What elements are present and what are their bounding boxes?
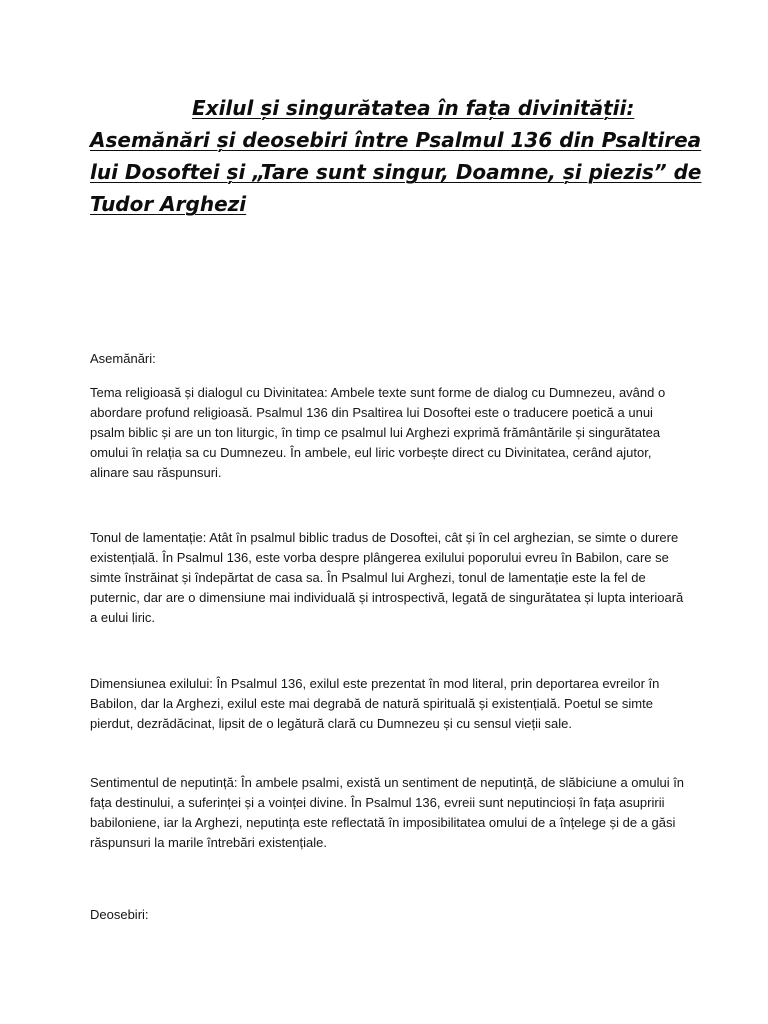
title-line-2: Asemănări și deosebiri între Psalmul 136 din Psaltirea xyxy=(90,128,702,152)
paragraph-tema-religioasa: Tema religioasă și dialogul cu Divinitatea: Ambele texte sunt forme de dialog cu Dumnezeu, având o abordare profund religioasă. Psalmul 136 din Psaltirea lui Dosoftei este o traducere poetică a unui psalm biblic și are un ton liturgic, în timp ce psalmul lui Arghezi exprimă frământările și singurătatea omului în relația sa cu Dumnezeu. În ambele, eul liric vorbește direct cu Divinitatea, cerând ajutor, alinare sau răspunsuri. xyxy=(90,385,666,480)
section-heading-asemanari: Asemănări: xyxy=(90,351,156,366)
paragraph-tonul-de-lamentatie: Tonul de lamentație: Atât în psalmul biblic tradus de Dosoftei, cât și în cel arghezian, se simte o durere existențială. În Psalmul 136, este vorba despre plângerea exilului poporului evreu în Babilon, care se simte înstrăinat și îndepărtat de casa sa. În Psalmul lui Arghezi, tonul de lamentație este la fel de puternic, dar are o dimensiune mai individuală și introspectivă, legată de singurătatea și lupta interioară a eului liric. xyxy=(90,530,684,625)
paragraph-dimensiunea-exilului: Dimensiunea exilului: În Psalmul 136, exilul este prezentat în mod literal, prin deportarea evreilor în Babilon, dar la Arghezi, exilul este mai degrabă de natură spirituală și existențială. Poetul se simte pierdut, dezrădăcinat, lipsit de o legătură clară cu Dumnezeu și cu sensul vieții sale. xyxy=(90,676,660,731)
document-title xyxy=(90,92,702,220)
section-heading-deosebiri: Deosebiri: xyxy=(90,907,149,922)
title-line-4: Tudor Arghezi xyxy=(90,192,247,216)
title-line-3: lui Dosoftei și „Tare sunt singur, Doamne, și piezis” de xyxy=(90,160,702,184)
title-line-1: Exilul și singurătatea în fața divinității: xyxy=(192,96,635,120)
paragraph-sentimentul-de-neputinta: Sentimentul de neputință: În ambele psalmi, există un sentiment de neputință, de slăbiciune a omului în fața destinului, a suferinței și a voinței divine. În Psalmul 136, evreii sunt neputincioși în fața asupririi babiloniene, iar la Arghezi, neputința este reflectată în imposibilitatea omului de a înțelege și de a găsi răspunsuri la marile întrebări existențiale. xyxy=(90,775,685,850)
